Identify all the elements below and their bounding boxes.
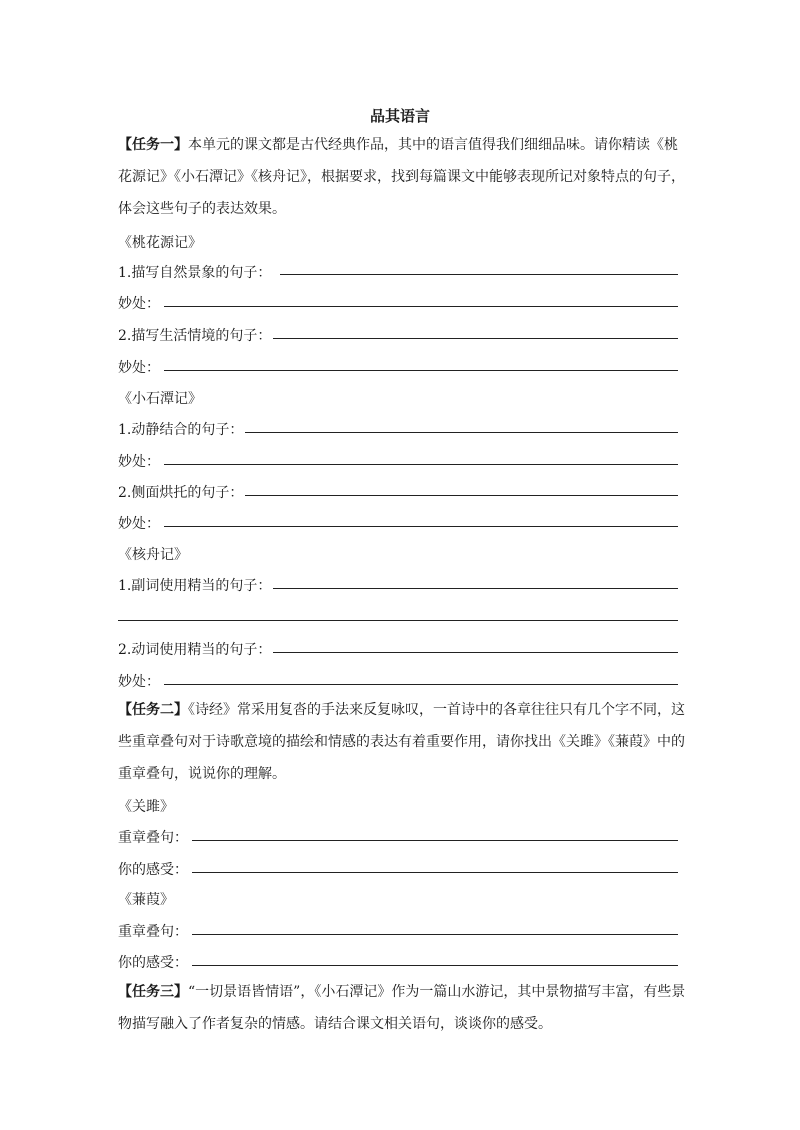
section-heading-jianjia: 《蒹葭》 xyxy=(118,892,174,908)
page-title: 品其语言 xyxy=(369,107,430,125)
question-label: 2.侧面烘托的句子： xyxy=(118,485,244,501)
answer-line[interactable] xyxy=(273,652,678,653)
section-heading-taohuayuanji: 《桃花源记》 xyxy=(118,235,202,251)
answer-line[interactable] xyxy=(280,274,678,275)
question-label: 重章叠句： xyxy=(118,830,188,846)
question-label: 2.动词使用精当的句子： xyxy=(118,642,272,658)
answer-label: 你的感受： xyxy=(118,862,188,878)
answer-line[interactable] xyxy=(245,495,678,496)
answer-label: 妙处： xyxy=(118,296,160,312)
answer-line[interactable] xyxy=(192,934,678,935)
answer-line[interactable] xyxy=(164,526,678,527)
answer-line[interactable] xyxy=(164,306,678,307)
answer-label: 妙处： xyxy=(118,454,160,470)
task2-text: 《诗经》常采用复沓的手法来反复咏叹，一首诗中的各章往往只有几个字不同，这些重章叠句对于诗歌意境的描绘和情感的表达有着重要作用，请你找出《关雎》《蒹葭》中的重章叠句，说说你的理解。 xyxy=(118,702,685,782)
question-label: 1.描写自然景象的句子： xyxy=(118,265,272,281)
answer-label: 妙处： xyxy=(118,674,160,690)
section-heading-xiaoshitanji: 《小石潭记》 xyxy=(118,391,202,407)
section-heading-hezhouji: 《核舟记》 xyxy=(118,547,188,563)
task1-text: 本单元的课文都是古代经典作品，其中的语言值得我们细细品味。请你精读《桃花源记》《小石潭记》《核舟记》，根据要求，找到每篇课文中能够表现所记对象特点的句子，体会这些句子的表达效果。 xyxy=(118,137,685,217)
answer-line[interactable] xyxy=(164,684,678,685)
answer-line[interactable] xyxy=(164,464,678,465)
answer-label: 妙处： xyxy=(118,360,160,376)
answer-label: 妙处： xyxy=(118,516,160,532)
answer-line[interactable] xyxy=(192,965,678,966)
task3-paragraph xyxy=(118,976,690,1040)
answer-line[interactable] xyxy=(192,872,678,873)
answer-line[interactable] xyxy=(118,620,678,621)
task3-text: “一切景语皆情语”，《小石潭记》作为一篇山水游记，其中景物描写丰富，有些景物描写融入了作者复杂的情感。请结合课文相关语句，谈谈你的感受。 xyxy=(118,984,686,1032)
question-label: 2.描写生活情境的句子： xyxy=(118,328,272,344)
question-label: 1.动静结合的句子： xyxy=(118,422,244,438)
section-heading-guanju: 《关雎》 xyxy=(118,799,174,815)
task1-paragraph xyxy=(118,129,690,225)
question-label: 重章叠句： xyxy=(118,924,188,940)
answer-label: 你的感受： xyxy=(118,955,188,971)
task3-tag: 【任务三】 xyxy=(118,984,188,1000)
answer-line[interactable] xyxy=(273,338,678,339)
answer-line[interactable] xyxy=(164,370,678,371)
task2-tag: 【任务二】 xyxy=(118,702,188,718)
answer-line[interactable] xyxy=(273,588,678,589)
question-label: 1.副词使用精当的句子： xyxy=(118,578,272,594)
task2-paragraph xyxy=(118,694,690,790)
answer-line[interactable] xyxy=(245,432,678,433)
task1-tag: 【任务一】 xyxy=(118,137,188,153)
answer-line[interactable] xyxy=(192,840,678,841)
